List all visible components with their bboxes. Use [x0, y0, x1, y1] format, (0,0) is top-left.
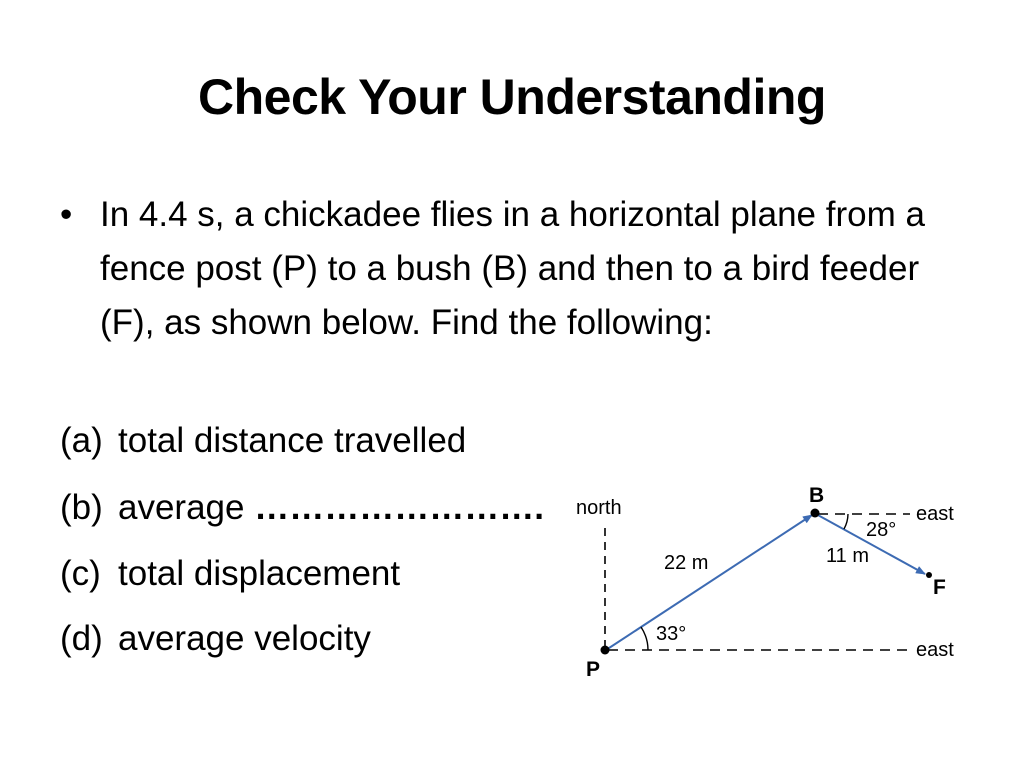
item-text: total displacement: [118, 554, 401, 593]
item-label: (d): [60, 619, 103, 658]
item-text: average velocity: [118, 619, 371, 658]
question-item-b: [60, 481, 544, 535]
bullet-icon: •: [60, 195, 73, 234]
item-blank: …………………….: [254, 488, 544, 527]
problem-statement: In 4.4 s, a chickadee flies in a horizontal plane from a fence post (P) to a bush (B) and then to a bird feeder (F), as shown below. Find the following:: [100, 195, 925, 342]
point-f-dot: [926, 572, 932, 578]
item-label: (c): [60, 554, 101, 593]
point-b-dot: [811, 509, 820, 518]
segment-bf-length: 11 m: [826, 545, 869, 567]
east-label-bottom: east: [916, 639, 954, 661]
problem-bullet: [60, 188, 980, 350]
bullet-row: [60, 188, 980, 350]
item-label: (b): [60, 488, 103, 527]
slide-title: Check Your Understanding: [198, 69, 826, 125]
point-p-label: P: [586, 658, 601, 681]
angle-p-label: 33°: [656, 623, 687, 645]
north-label: north: [576, 497, 622, 519]
item-text: total distance travelled: [118, 421, 467, 460]
vector-pb: [606, 515, 812, 650]
displacement-diagram: [560, 470, 980, 690]
item-label: (a): [60, 421, 103, 460]
item-text: average: [118, 488, 255, 527]
point-b-label: B: [809, 484, 825, 507]
point-f-label: F: [933, 576, 946, 599]
angle-arc-p: [641, 627, 648, 650]
question-item-c: [60, 547, 400, 601]
east-label-top: east: [916, 503, 954, 525]
segment-pb-length: 22 m: [664, 552, 709, 574]
question-item-d: [60, 612, 371, 666]
question-item-a: [60, 414, 466, 468]
angle-b-label: 28°: [866, 519, 897, 541]
angle-arc-b: [844, 514, 848, 529]
point-p-dot: [601, 646, 610, 655]
